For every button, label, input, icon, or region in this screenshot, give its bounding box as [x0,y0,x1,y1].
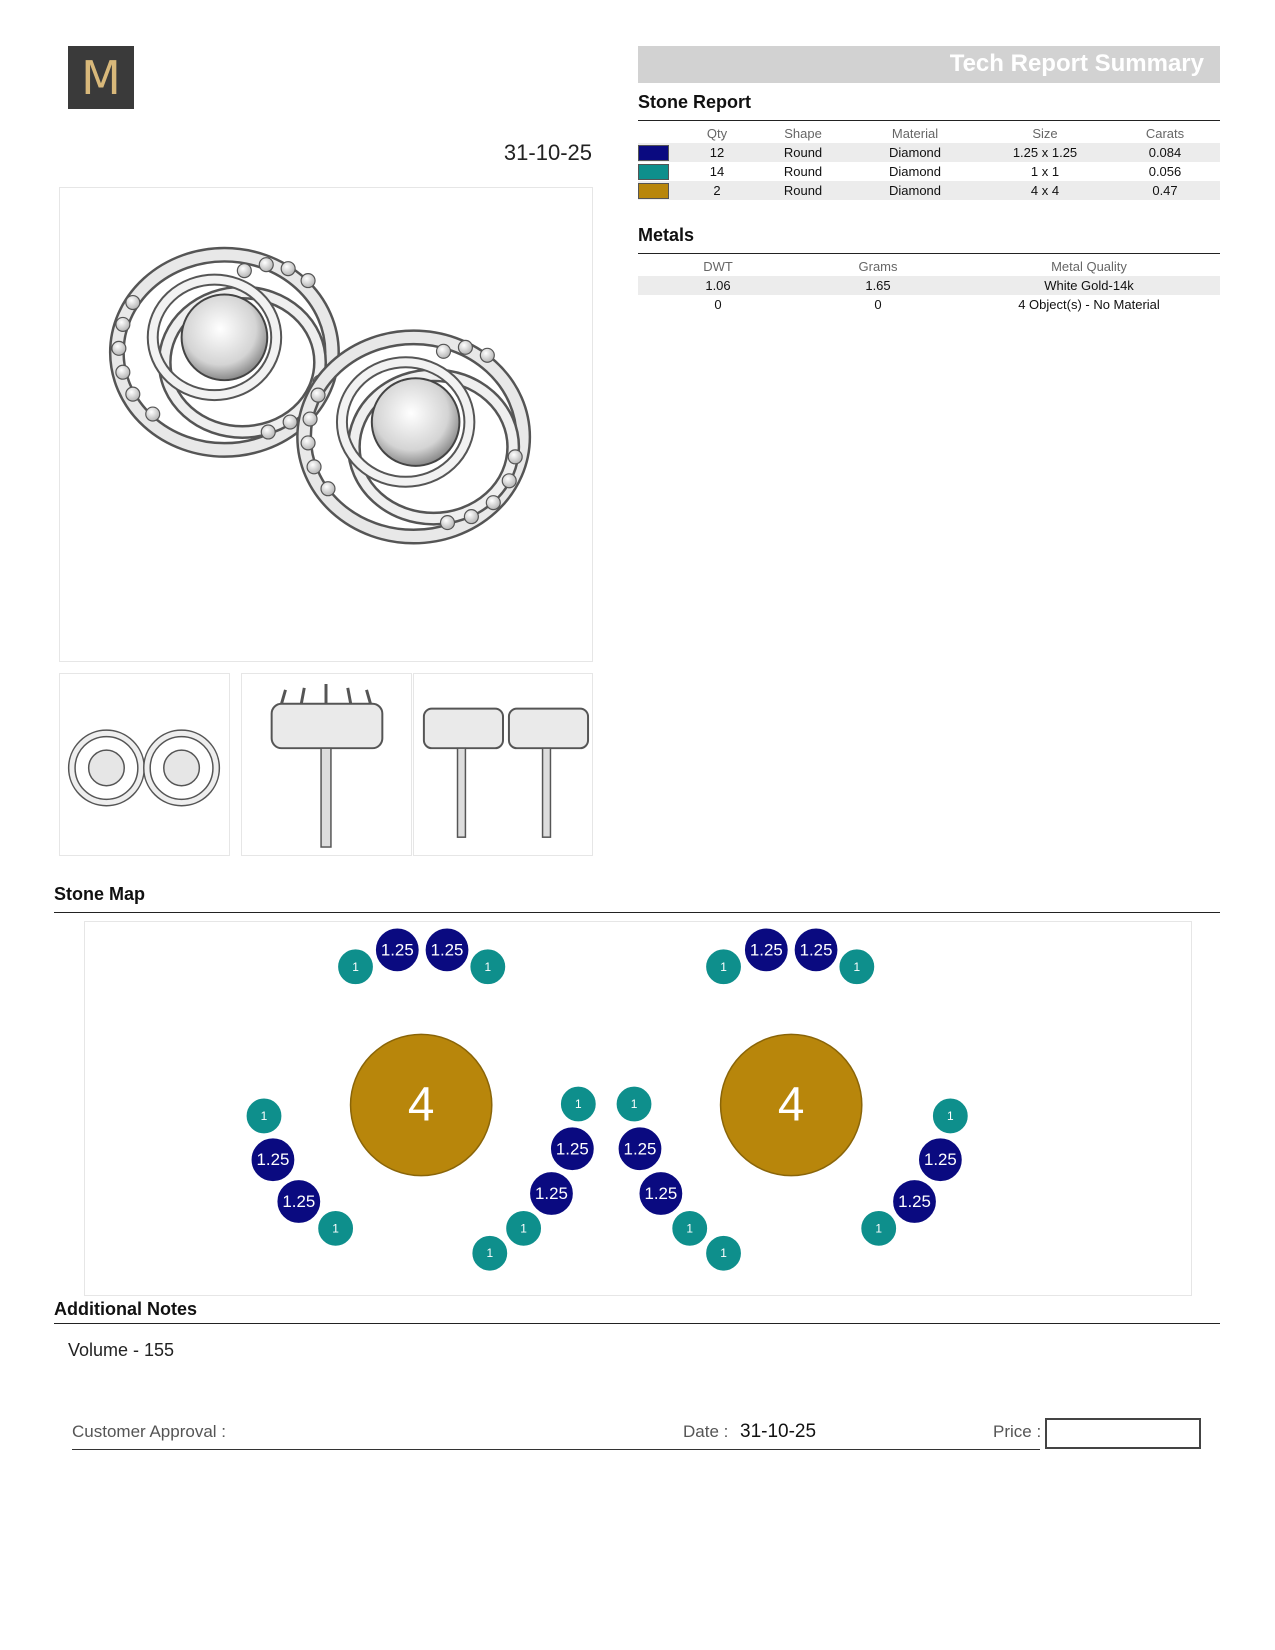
stone-1-25mm [550,1127,594,1171]
main-product-image [59,187,593,662]
stone-size-label: 1.25 [749,940,783,960]
stone-1mm [932,1098,968,1134]
stone-report-table [638,123,1220,200]
thumbnail-front-view[interactable] [413,673,593,856]
report-date: 31-10-25 [503,140,592,165]
stone-size-label: 1.25 [898,1192,931,1212]
stone-report-heading: Stone Report [638,92,752,112]
stone-size-label: 1.25 [282,1192,316,1212]
metal-quality-cell: 4 Object(s) - No Material [1018,297,1160,312]
header-color [638,123,678,143]
stone-report-header-row [638,123,1220,143]
metals-table [638,256,1220,314]
stone-1mm [470,949,506,985]
stone-size-label: 1 [947,1108,954,1123]
color-swatch-navy [638,145,669,161]
grams-cell: 1.65 [798,276,958,295]
table-row [638,181,1220,200]
stone-1-25mm [425,928,469,972]
stone-1-25mm [744,928,788,972]
report-title: Tech Report Summary [949,50,1204,77]
table-row [638,295,1220,314]
stone-size-label: 1 [875,1221,883,1236]
thumbnail-front-icon [414,674,592,855]
thumbnail-side-icon [242,674,411,855]
stone-size-label: 1 [484,959,492,974]
header-qty: Qty [706,125,728,141]
stone-1mm [246,1098,282,1134]
carats-cell: 0.084 [1110,143,1220,162]
approval-signature-line [72,1449,1040,1450]
stone-map [84,921,1192,1296]
stone-4mm [351,1034,492,1175]
shape-cell: Round [783,164,823,179]
stone-size-label: 1 [720,959,727,974]
shape-cell: Round [756,143,850,162]
stone-size-label: 1.25 [923,1150,957,1170]
header-metal-quality: Metal Quality [1051,258,1127,274]
stone-size-label: 1.25 [430,940,464,960]
earrings-render-icon [60,188,592,661]
stone-1mm [506,1210,542,1246]
notes-divider [54,1323,1220,1324]
stone-1-25mm [618,1127,662,1171]
thumbnail-top-icon [60,674,229,855]
header-grams: Grams [858,258,898,274]
stone-1mm [706,949,742,985]
stone-size-label: 1 [332,1221,339,1236]
dwt-cell: 1.06 [638,276,798,295]
shape-cell: Round [756,181,850,200]
additional-notes-heading: Additional Notes [54,1299,197,1319]
material-cell: Diamond [888,164,942,179]
table-row [638,276,1220,295]
size-cell: 1.25 x 1.25 [980,143,1110,162]
material-cell: Diamond [850,181,980,200]
stone-1mm [861,1210,897,1246]
stone-size-label: 1 [574,1097,582,1112]
approval-date-label: Date : [683,1422,729,1441]
notes-text: Volume - 155 [68,1340,175,1360]
stone-1-25mm [251,1138,295,1182]
stone-4mm [721,1034,862,1175]
stone-1mm [318,1210,354,1246]
stone-size-label: 1.25 [623,1139,657,1159]
stone-1mm [839,949,875,985]
stone-1mm [560,1086,596,1122]
color-swatch-teal [638,164,669,180]
approval-date-value: 31-10-25 [740,1421,817,1442]
stone-1-25mm [893,1180,937,1224]
stone-size-label: 4 [777,1078,805,1132]
size-cell: 4 x 4 [980,181,1110,200]
stone-size-label: 1 [853,959,861,974]
stone-1-25mm [375,928,419,972]
stone-1mm [706,1235,742,1271]
metals-heading: Metals [638,225,695,245]
qty-cell: 2 [678,181,756,200]
stone-size-label: 1.25 [256,1150,290,1170]
stone-1-25mm [277,1180,321,1224]
qty-cell: 14 [709,164,725,179]
size-cell: 1 x 1 [1030,164,1060,179]
stone-size-label: 1 [352,959,359,974]
stone-size-label: 1.25 [644,1184,678,1204]
color-swatch-gold [638,183,669,199]
price-label: Price : [993,1422,1042,1441]
grams-cell: 0 [874,297,882,312]
metal-quality-cell: White Gold-14k [958,276,1220,295]
stone-1-25mm [530,1172,574,1216]
stone-size-label: 1.25 [380,940,414,960]
logo-letter: M [81,50,121,105]
stone-map-divider [54,912,1220,913]
stone-1mm [672,1210,708,1246]
header-dwt: DWT [703,258,733,274]
header-shape: Shape [784,125,822,141]
table-row [638,143,1220,162]
carats-cell: 0.47 [1110,181,1220,200]
stone-1-25mm [794,928,838,972]
table-row [638,162,1220,181]
stone-report-divider [638,120,1220,121]
metals-divider [638,253,1220,254]
stone-map-diagram [85,922,1191,1295]
stone-size-label: 1 [686,1221,694,1236]
stone-size-label: 4 [407,1078,435,1132]
stone-size-label: 1.25 [555,1139,589,1159]
header-material: Material [891,125,939,141]
stone-size-label: 1.25 [535,1184,568,1204]
stone-size-label: 1 [630,1097,638,1112]
stone-size-label: 1 [486,1246,494,1261]
qty-cell: 12 [678,143,756,162]
stone-size-label: 1 [720,1246,727,1261]
price-input[interactable] [1045,1418,1201,1449]
carats-cell: 0.056 [1148,164,1182,179]
thumbnail-top-view[interactable] [59,673,230,856]
header-carats: Carats [1145,125,1185,141]
stone-map-heading: Stone Map [54,884,146,904]
material-cell: Diamond [850,143,980,162]
stone-1mm [338,949,374,985]
stone-1-25mm [639,1172,683,1216]
company-logo [68,46,134,109]
customer-approval-label: Customer Approval : [72,1422,227,1441]
stone-size-label: 1 [260,1108,268,1123]
thumbnail-side-view[interactable] [241,673,412,856]
stone-size-label: 1.25 [799,940,833,960]
stone-1mm [616,1086,652,1122]
metals-header-row [638,256,1220,276]
stone-1mm [472,1235,508,1271]
dwt-cell: 0 [714,297,722,312]
stone-size-label: 1 [520,1221,527,1236]
header-size: Size [1032,125,1058,141]
stone-1-25mm [918,1138,962,1182]
title-bar [638,46,1220,83]
